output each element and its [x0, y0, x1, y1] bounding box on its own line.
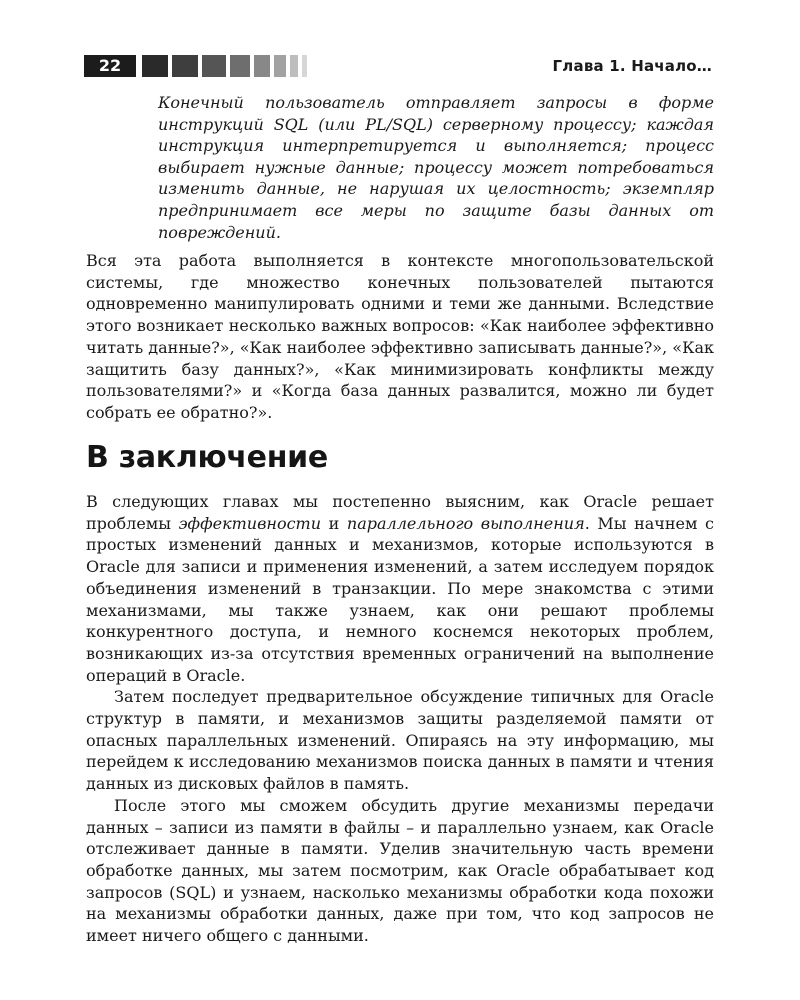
- header-shade-block: [290, 55, 298, 77]
- section-body: [86, 491, 714, 947]
- header-shade-block: [274, 55, 286, 77]
- paragraph-text: В следующих главах мы постепенно выясним, как Oracle решает проблемы: [86, 492, 714, 533]
- header-shade-block: [172, 55, 198, 77]
- header-shade-block: [302, 55, 307, 77]
- section-paragraph-2: Затем последует предварительное обсуждение типичных для Oracle структур в памяти, и механизмов защиты разделяемой памяти от опасных параллельных изменений. Опираясь на эту информацию, мы перейдем к исследованию механизмов поиска данных в памяти и чтения данных из дисковых файлов в память.: [86, 687, 714, 794]
- paragraph-text: и: [321, 513, 347, 533]
- header-shade-block: [254, 55, 270, 77]
- running-title: Глава 1. Начало…: [552, 57, 712, 75]
- page-number: 22: [84, 55, 136, 77]
- paragraph-text: . Мы начнем с простых изменений данных и механизмов, которые используются в Oracle для записи и применения изменений, а затем исследуем порядок объединения изменений в транзакции. По мере знакомства с этими механизмами, мы также узнаем, как они решают проблемы конкурентного доступа, и немного коснемся некоторых проблем, возникающих из-за отсутствия временных ограничений на выполнение операций в Oracle.: [86, 513, 715, 685]
- section-paragraph-1: [86, 491, 714, 686]
- header-bar: [84, 55, 307, 77]
- section-heading: В заключение: [86, 440, 328, 475]
- intro-paragraph: Вся эта работа выполняется в контексте многопользовательской системы, где множество конечных пользователей пытаются одновременно манипулировать одними и теми же данными. Вследствие этого возникает несколько важных вопросов: «Как наиболее эффективно читать данные?», «Как наиболее эффективно записывать данные?», «Как защитить базу данных?», «Как минимизировать конфликты между пользователями?» и «Когда база данных развалится, можно ли будет собрать ее обратно?».: [86, 251, 714, 422]
- emphasis-term: эффективности: [178, 513, 322, 533]
- section-paragraph-3: После этого мы сможем обсудить другие механизмы передачи данных – записи из памяти в файлы – и параллельно узнаем, как Oracle отслеживает данные в памяти. Уделив значительную часть времени обработке данных, мы затем посмотрим, как Oracle обрабатывает код запросов (SQL) и узнаем, насколько механизмы обработки кода похожи на механизмы обработки данных, даже при том, что код запросов не имеет ничего общего с данными.: [86, 795, 714, 946]
- header-shade-block: [202, 55, 226, 77]
- quote-block: Конечный пользователь отправляет запросы в форме инструкций SQL (или PL/SQL) серверному процессу; каждая инструкция интерпретируется и выполняется; процесс выбирает нужные данные; процессу может потребоваться изменить данные, не нарушая их целостность; экземпляр предпринимает все меры по защите базы данных от повреждений.: [158, 93, 714, 242]
- emphasis-term: параллельного выполнения: [346, 513, 585, 533]
- header-shade-block: [142, 55, 168, 77]
- header-shade-block: [230, 55, 250, 77]
